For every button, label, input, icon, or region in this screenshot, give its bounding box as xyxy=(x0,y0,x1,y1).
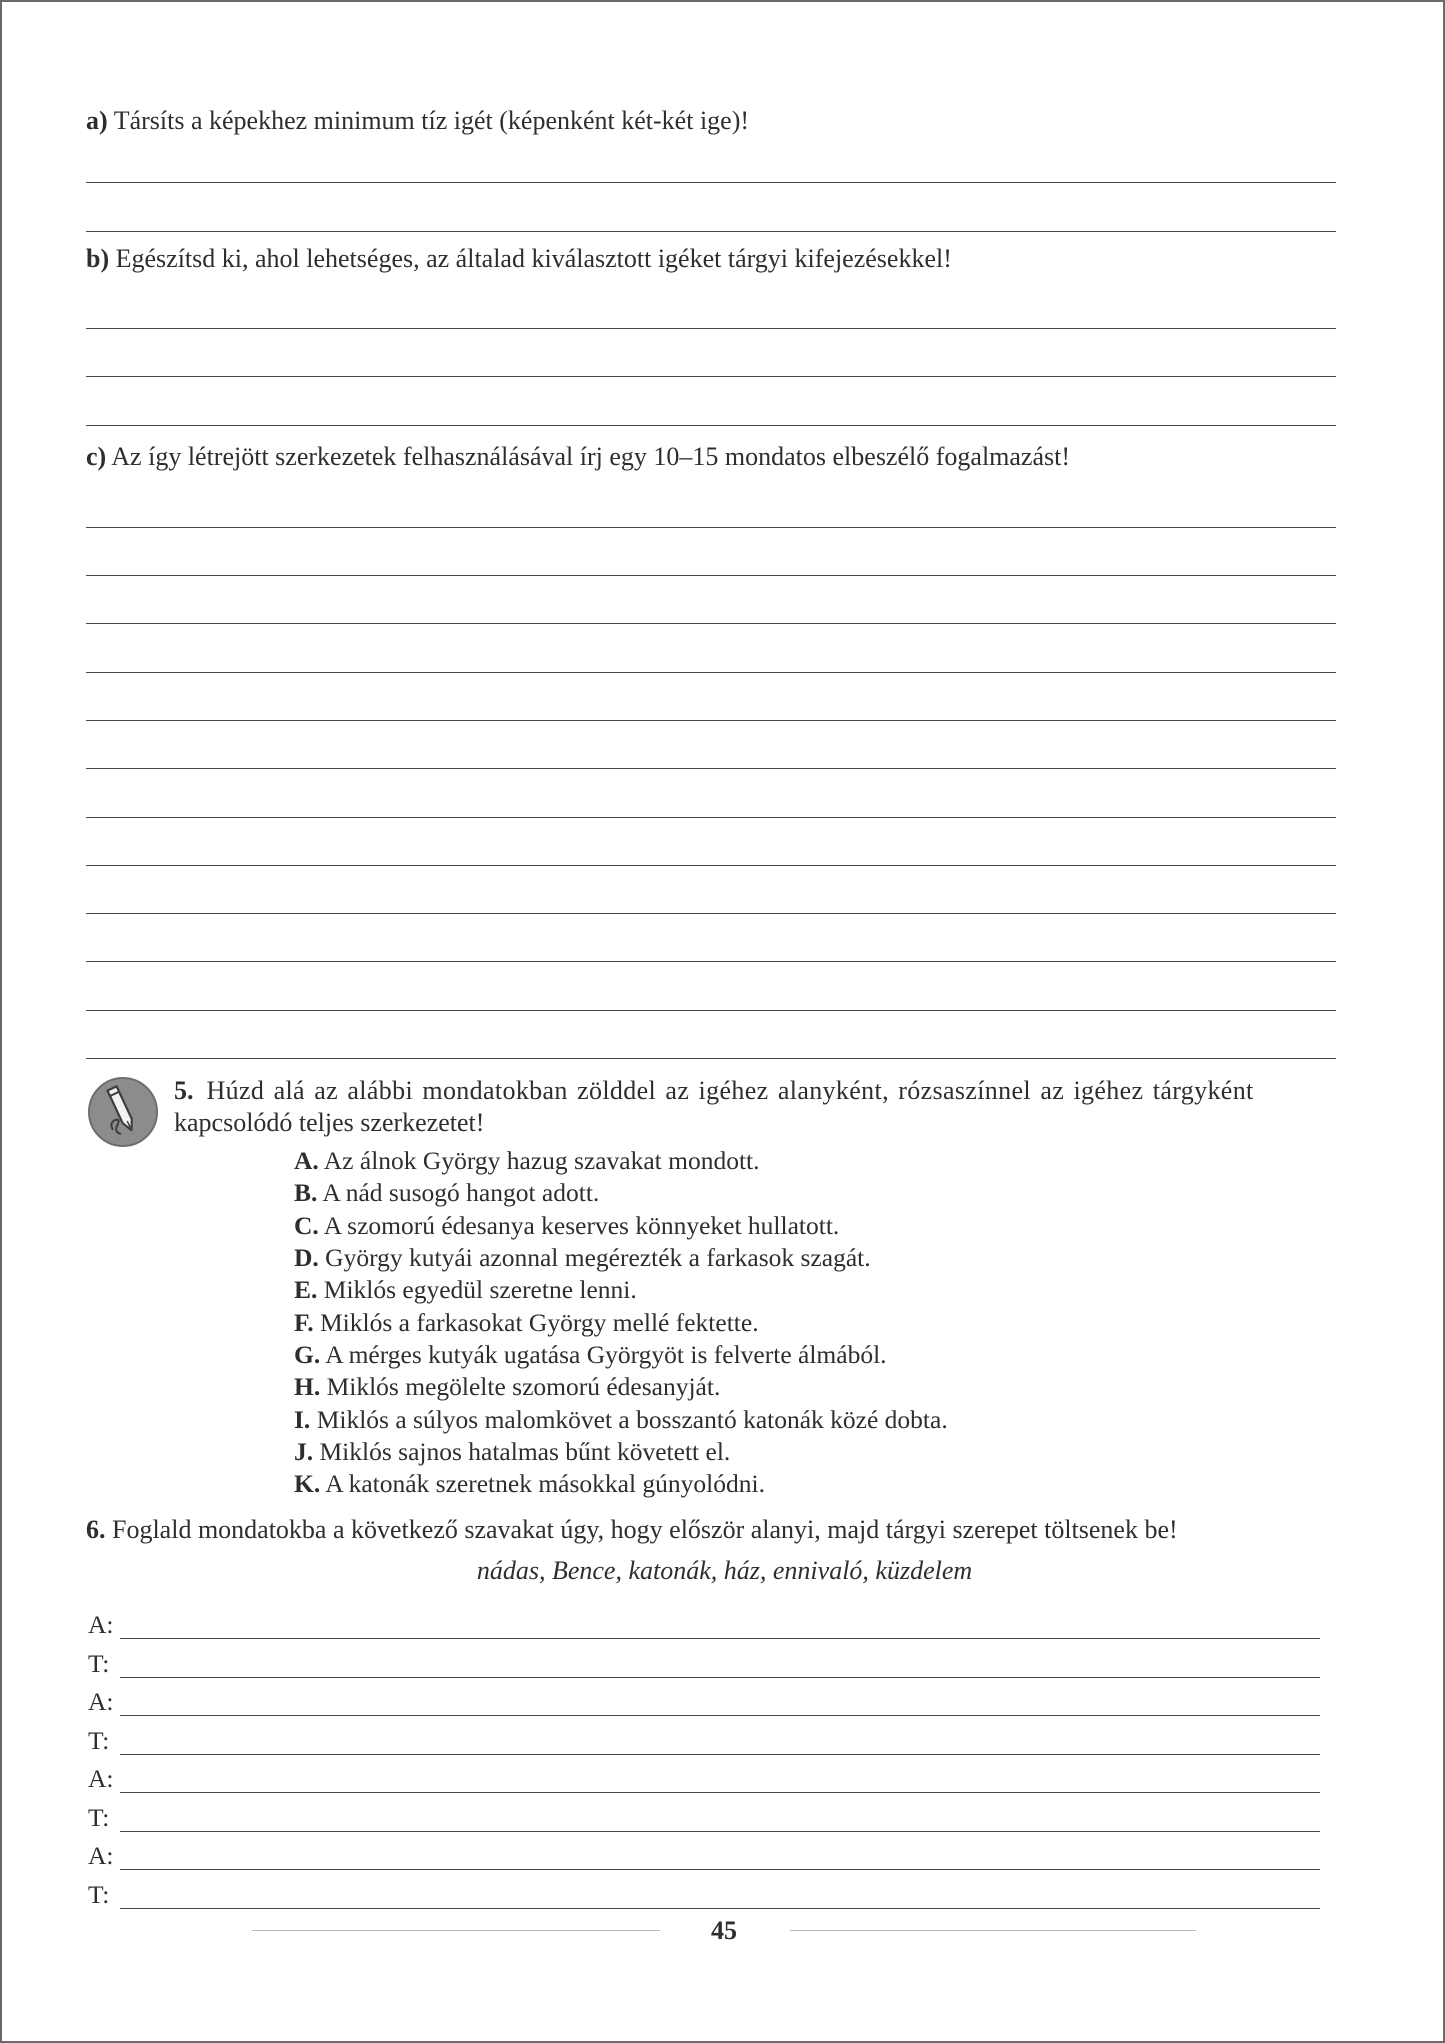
task6-word-list: nádas, Bence, katonák, ház, ennivaló, küzdelem xyxy=(476,1556,973,1585)
task5-sentence-h: H. Miklós megölelte szomorú édesanyját. xyxy=(294,1372,721,1401)
section-a-text: Társíts a képekhez minimum tíz igét (képenként két-két ige)! xyxy=(113,106,750,135)
task5-sentence-a: A. Az álnok György hazug szavakat mondott. xyxy=(294,1146,760,1175)
task6-label-4: T: xyxy=(88,1726,110,1755)
task6-label-6: T: xyxy=(88,1803,110,1832)
task5-sentence-c: C. A szomorú édesanya keserves könnyeket hullatott. xyxy=(294,1211,840,1240)
task6-answer-line-7[interactable] xyxy=(120,1869,1320,1870)
section-b-letter: b) xyxy=(86,244,110,273)
task5-sentence-e: E. Miklós egyedül szeretne lenni. xyxy=(294,1275,637,1304)
answer-line-c7[interactable] xyxy=(86,817,1336,818)
answer-line-c3[interactable] xyxy=(86,623,1336,624)
task6-answer-line-8[interactable] xyxy=(120,1908,1320,1909)
footer-divider-left xyxy=(252,1930,660,1931)
task6-answer-line-6[interactable] xyxy=(120,1831,1320,1832)
task5-sentence-i: I. Miklós a súlyos malomkövet a bosszantó katonák közé dobta. xyxy=(294,1405,948,1434)
task6-label-1: A: xyxy=(88,1610,114,1639)
task6-label-5: A: xyxy=(88,1764,114,1793)
answer-line-c9[interactable] xyxy=(86,913,1336,914)
task6-answer-line-2[interactable] xyxy=(120,1677,1320,1678)
task6-label-3: A: xyxy=(88,1687,114,1716)
answer-line-b1[interactable] xyxy=(86,328,1336,329)
task6-answer-line-3[interactable] xyxy=(120,1715,1320,1716)
section-c-prompt xyxy=(86,442,1070,472)
page-number: 45 xyxy=(711,1916,737,1945)
answer-line-b3[interactable] xyxy=(86,425,1336,426)
answer-line-a2[interactable] xyxy=(86,231,1336,232)
section-c-text: Az így létrejött szerkezetek felhasználásával írj egy 10–15 mondatos elbeszélő fogalmazást! xyxy=(111,442,1071,471)
task6-text: Foglald mondatokba a következő szavakat úgy, hogy először alanyi, majd tárgyi szerepet töltsenek be! xyxy=(112,1515,1178,1544)
section-a-letter: a) xyxy=(86,106,108,135)
task5-sentence-f: F. Miklós a farkasokat György mellé fektette. xyxy=(294,1308,759,1337)
section-a-prompt xyxy=(86,106,749,136)
answer-line-c2[interactable] xyxy=(86,575,1336,576)
task5-number: 5. xyxy=(174,1076,194,1105)
task6-label-8: T: xyxy=(88,1880,110,1909)
task5-sentence-g: G. A mérges kutyák ugatása Györgyöt is felverte álmából. xyxy=(294,1340,887,1369)
pen-writing-icon xyxy=(87,1076,159,1148)
task5-line1-text: Húzd alá az alábbi mondatokban zölddel az igéhez alanyként, rózsaszínnel az igéhez tárgyként xyxy=(206,1076,1254,1105)
answer-line-c5[interactable] xyxy=(86,720,1336,721)
task6-answer-line-4[interactable] xyxy=(120,1754,1320,1755)
answer-line-b2[interactable] xyxy=(86,376,1336,377)
task6-label-7: A: xyxy=(88,1841,114,1870)
footer-divider-right xyxy=(790,1930,1196,1931)
answer-line-c4[interactable] xyxy=(86,672,1336,673)
task6-label-2: T: xyxy=(88,1649,110,1678)
answer-line-a1[interactable] xyxy=(86,182,1336,183)
task5-instruction-line2: kapcsolódó teljes szerkezetet! xyxy=(174,1108,485,1137)
task6-number: 6. xyxy=(86,1515,106,1544)
section-b-prompt xyxy=(86,244,952,274)
answer-line-c6[interactable] xyxy=(86,768,1336,769)
task6-answer-line-5[interactable] xyxy=(120,1792,1320,1793)
task5-sentence-b: B. A nád susogó hangot adott. xyxy=(294,1178,600,1207)
answer-line-c11[interactable] xyxy=(86,1010,1336,1011)
answer-line-c10[interactable] xyxy=(86,961,1336,962)
section-b-text: Egészítsd ki, ahol lehetséges, az általad kiválasztott igéket tárgyi kifejezésekkel! xyxy=(115,244,952,273)
task6-answer-line-1[interactable] xyxy=(120,1638,1320,1639)
answer-line-c8[interactable] xyxy=(86,865,1336,866)
task6-instruction xyxy=(86,1515,1178,1545)
section-c-letter: c) xyxy=(86,442,107,471)
task5-sentence-j: J. Miklós sajnos hatalmas bűnt követett el. xyxy=(294,1437,731,1466)
answer-line-c1[interactable] xyxy=(86,527,1336,528)
task5-instruction-line1 xyxy=(174,1076,1346,1106)
answer-line-c12[interactable] xyxy=(86,1058,1336,1059)
task5-sentence-d: D. György kutyái azonnal megérezték a farkasok szagát. xyxy=(294,1243,871,1272)
task5-sentence-k: K. A katonák szeretnek másokkal gúnyolódni. xyxy=(294,1469,765,1498)
